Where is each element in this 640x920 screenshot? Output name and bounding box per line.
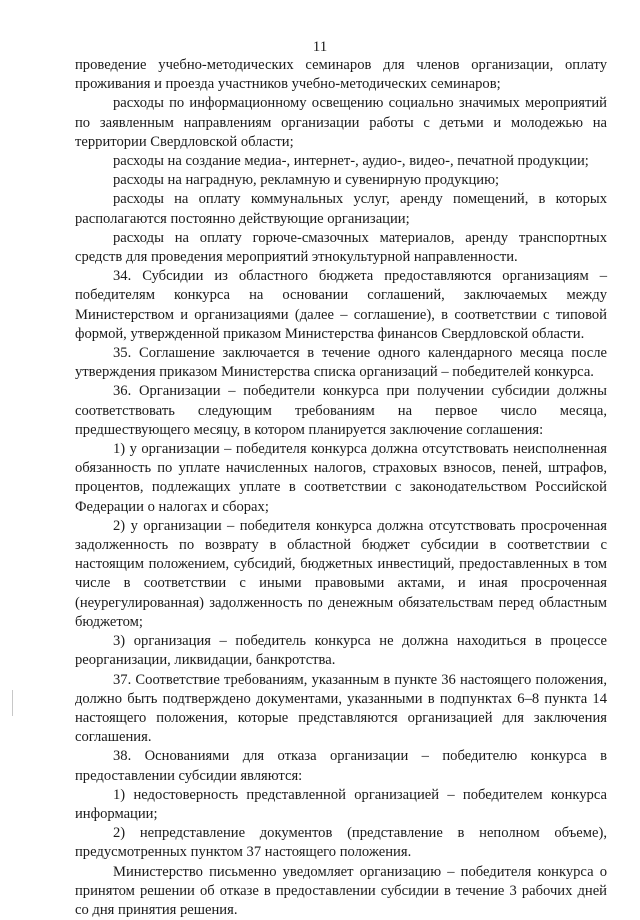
paragraph: 1) у организации – победителя конкурса должна отсутствовать неисполненная обязанность по уплате начисленных налогов, страховых взносов, пеней, штрафов, процентов, подлежащих уплате в соответствии с законодательством Российской Федерации о налогах и сборах; [75, 441, 607, 515]
paragraph: 38. Основаниями для отказа организации – победителю конкурса в предоставлении субсидии являются: [75, 748, 607, 784]
paragraph: расходы на оплату коммунальных услуг, аренду помещений, в которых располагаются постоянно действующие организации; [75, 191, 607, 227]
paragraph: 35. Соглашение заключается в течение одного календарного месяца после утверждения приказом Министерства списка организаций – победителей конкурса. [75, 345, 607, 381]
paragraph: расходы по информационному освещению социально значимых мероприятий по заявленным направлениям организации работы с детьми и молодежью на территории Свердловской области; [75, 95, 607, 150]
paragraph: 2) у организации – победителя конкурса должна отсутствовать просроченная задолженность по возврату в областной бюджет субсидии в соответствии с настоящим положением, субсидий, бюджетных инвестиций, предоставленных в том числе в соответствии с иными правовыми актами, и иная просроченная (неурегулированная) задолженность по денежным обязательствам перед областным бюджетом; [75, 517, 607, 630]
paragraph: 34. Субсидии из областного бюджета предоставляются организациям – победителям конкурса на основании соглашений, заключаемых между Министерством и организациями (далее – соглашение), в соответствии с типовой формой, утвержденной приказом Министерства финансов Свердловской области. [75, 268, 607, 342]
paragraph: 1) недостоверность представленной организацией – победителем конкурса информации; [75, 786, 607, 822]
paragraph: проведение учебно-методических семинаров для членов организации, оплату проживания и проезда участников учебно-методических семинаров; [75, 57, 607, 93]
scan-margin-mark [12, 690, 13, 716]
paragraph: 37. Соответствие требованиям, указанным в пункте 36 настоящего положения, должно быть подтверждено документами, указанными в подпунктах 6–8 пункта 14 настоящего положения, которые представляются организацией для заключения соглашения. [75, 671, 607, 746]
paragraph: Министерство письменно уведомляет организацию – победителя конкурса о принятом решении об отказе в предоставлении субсидии в течение 3 рабочих дней со дня принятия решения. [75, 863, 607, 918]
paragraph: 2) непредставление документов (представление в неполном объеме), предусмотренных пунктом 37 настоящего положения. [75, 825, 607, 861]
paragraph: расходы на наградную, рекламную и сувенирную продукцию; [113, 172, 500, 189]
paragraph: расходы на оплату горюче-смазочных материалов, аренду транспортных средств для проведения мероприятий этнокультурной направленности. [75, 229, 607, 266]
page-number: 11 [312, 39, 328, 55]
paragraph: 36. Организации – победители конкурса при получении субсидии должны соответствовать следующим требованиям на первое число месяца, предшествующего месяцу, в котором планируется заключение соглашения: [75, 383, 607, 438]
document-body [75, 56, 607, 920]
paragraph: расходы на создание медиа-, интернет-, аудио-, видео-, печатной продукции; [113, 153, 589, 170]
paragraph: 3) организация – победитель конкурса не должна находиться в процессе реорганизации, ликвидации, банкротства. [75, 633, 607, 669]
